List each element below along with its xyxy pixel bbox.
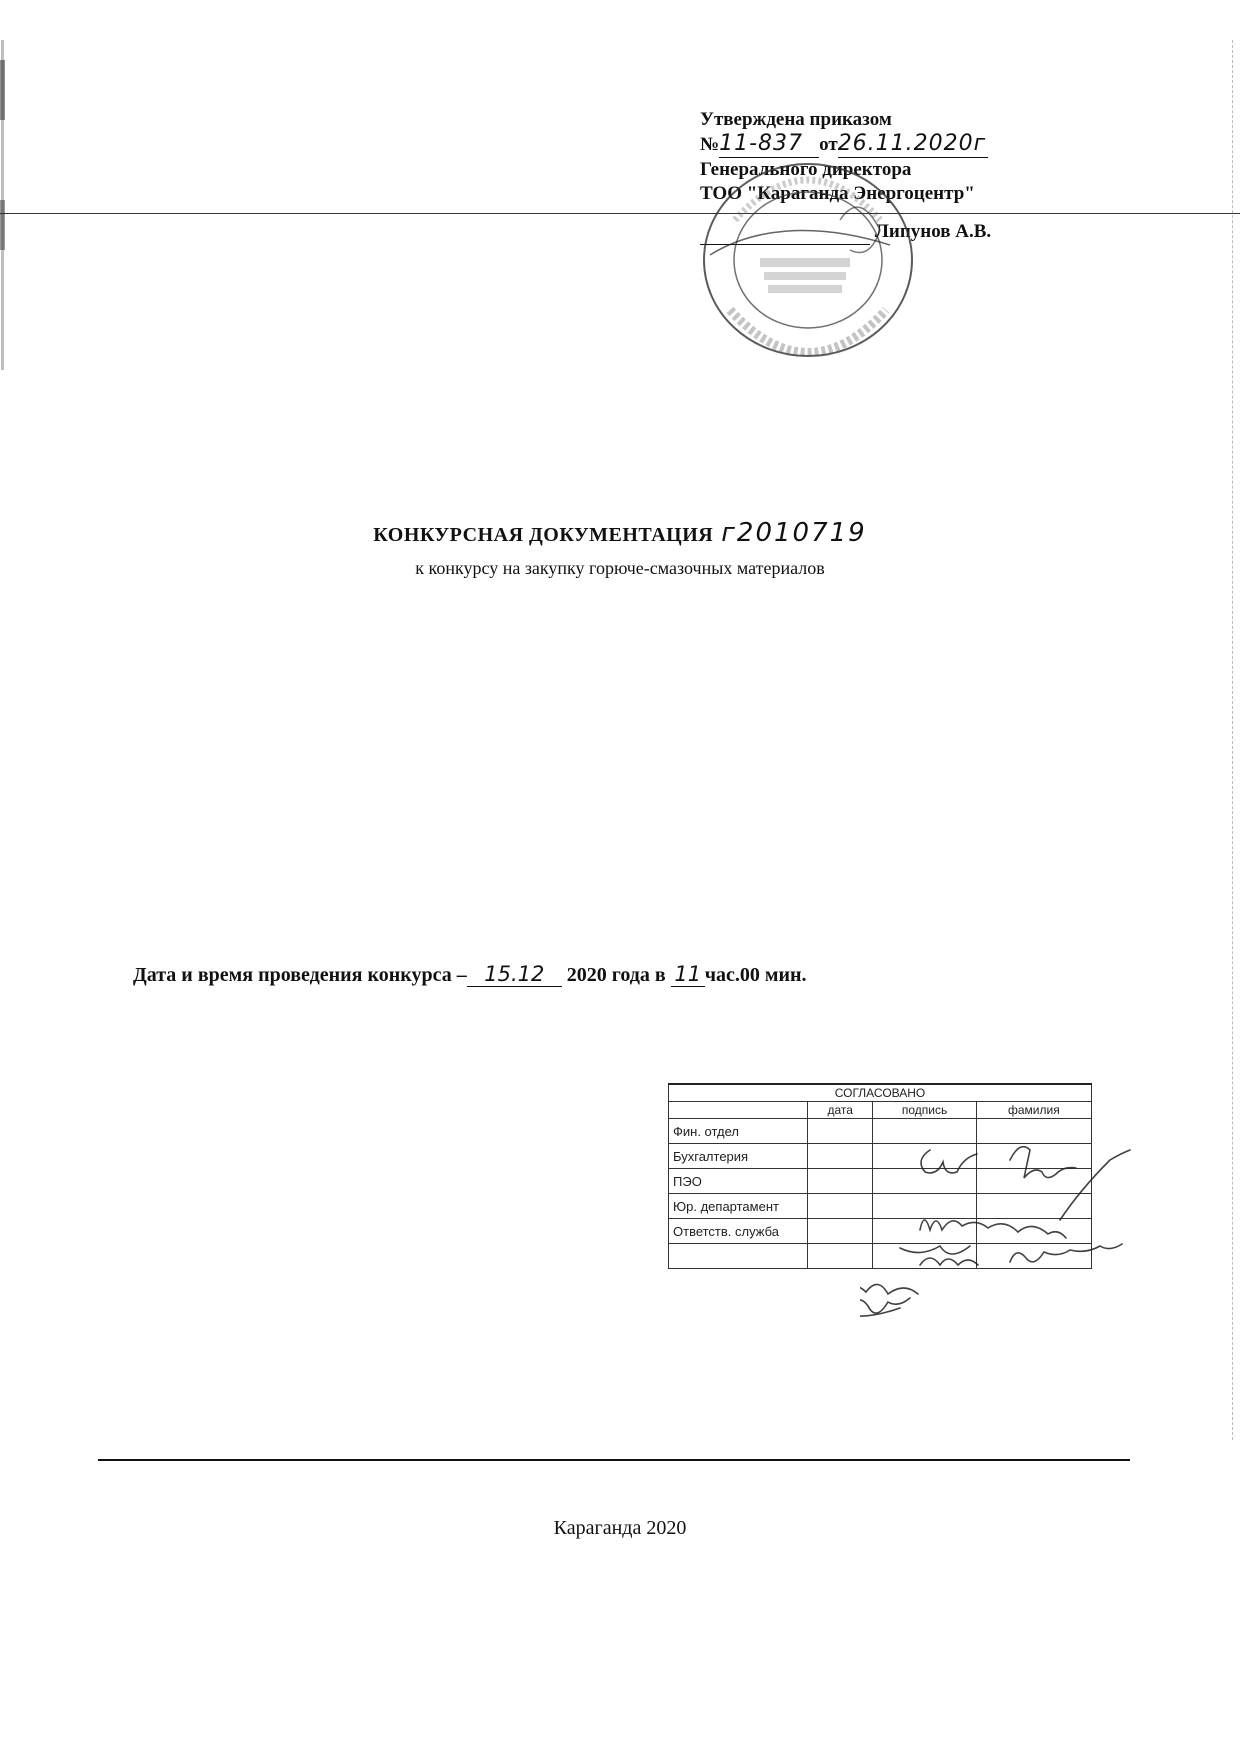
document-title — [0, 518, 1240, 548]
approval-line4: ТОО "Караганда Энергоцентр" — [700, 183, 975, 204]
row-label: Ответств. служба — [669, 1219, 808, 1244]
column-signature: подпись — [873, 1102, 976, 1119]
signatory-name: Липунов А.В. — [874, 221, 992, 242]
order-date-handwritten: 26.11.2020г — [837, 131, 987, 156]
document-subtitle: к конкурсу на закупку горюче-смазочных материалов — [415, 558, 825, 578]
approval-line3: Генерального директора — [700, 159, 912, 180]
row-label: Фин. отдел — [669, 1119, 808, 1144]
approval-order-line: №11-837 от26.11.2020г — [700, 131, 987, 156]
agreement-header: СОГЛАСОВАНО — [669, 1084, 1092, 1102]
row-label — [669, 1244, 808, 1269]
row-label: Бухгалтерия — [669, 1144, 808, 1169]
contest-date-line: Дата и время проведения конкурса – 15.12 2020 года в 11 час.00 мин. — [133, 962, 807, 986]
column-date: дата — [808, 1102, 873, 1119]
company-seal — [690, 160, 920, 360]
scan-edge-artifact — [0, 40, 6, 370]
city-year: Караганда 2020 — [553, 1517, 687, 1539]
row-label: Юр. департамент — [669, 1194, 808, 1219]
title-main: КОНКУРСНАЯ ДОКУМЕНТАЦИЯ — [373, 524, 714, 546]
agreement-columns-row — [669, 1102, 1092, 1119]
approval-line1: Утверждена приказом — [700, 109, 892, 130]
contest-date-handwritten: 15.12 — [467, 962, 562, 987]
handwritten-signatures — [860, 1130, 1140, 1330]
order-number-handwritten: 11-837 — [719, 131, 804, 156]
column-surname: фамилия — [976, 1102, 1091, 1119]
contest-hour-handwritten: 11 — [671, 962, 705, 987]
document-number-handwritten: г2010719 — [721, 518, 867, 548]
row-label: ПЭО — [669, 1169, 808, 1194]
from-word: от — [819, 134, 838, 155]
bottom-rule — [98, 1459, 1130, 1461]
scan-edge-artifact-right — [1232, 40, 1237, 1440]
fold-line — [0, 213, 1240, 214]
agreement-header-row — [669, 1084, 1092, 1102]
